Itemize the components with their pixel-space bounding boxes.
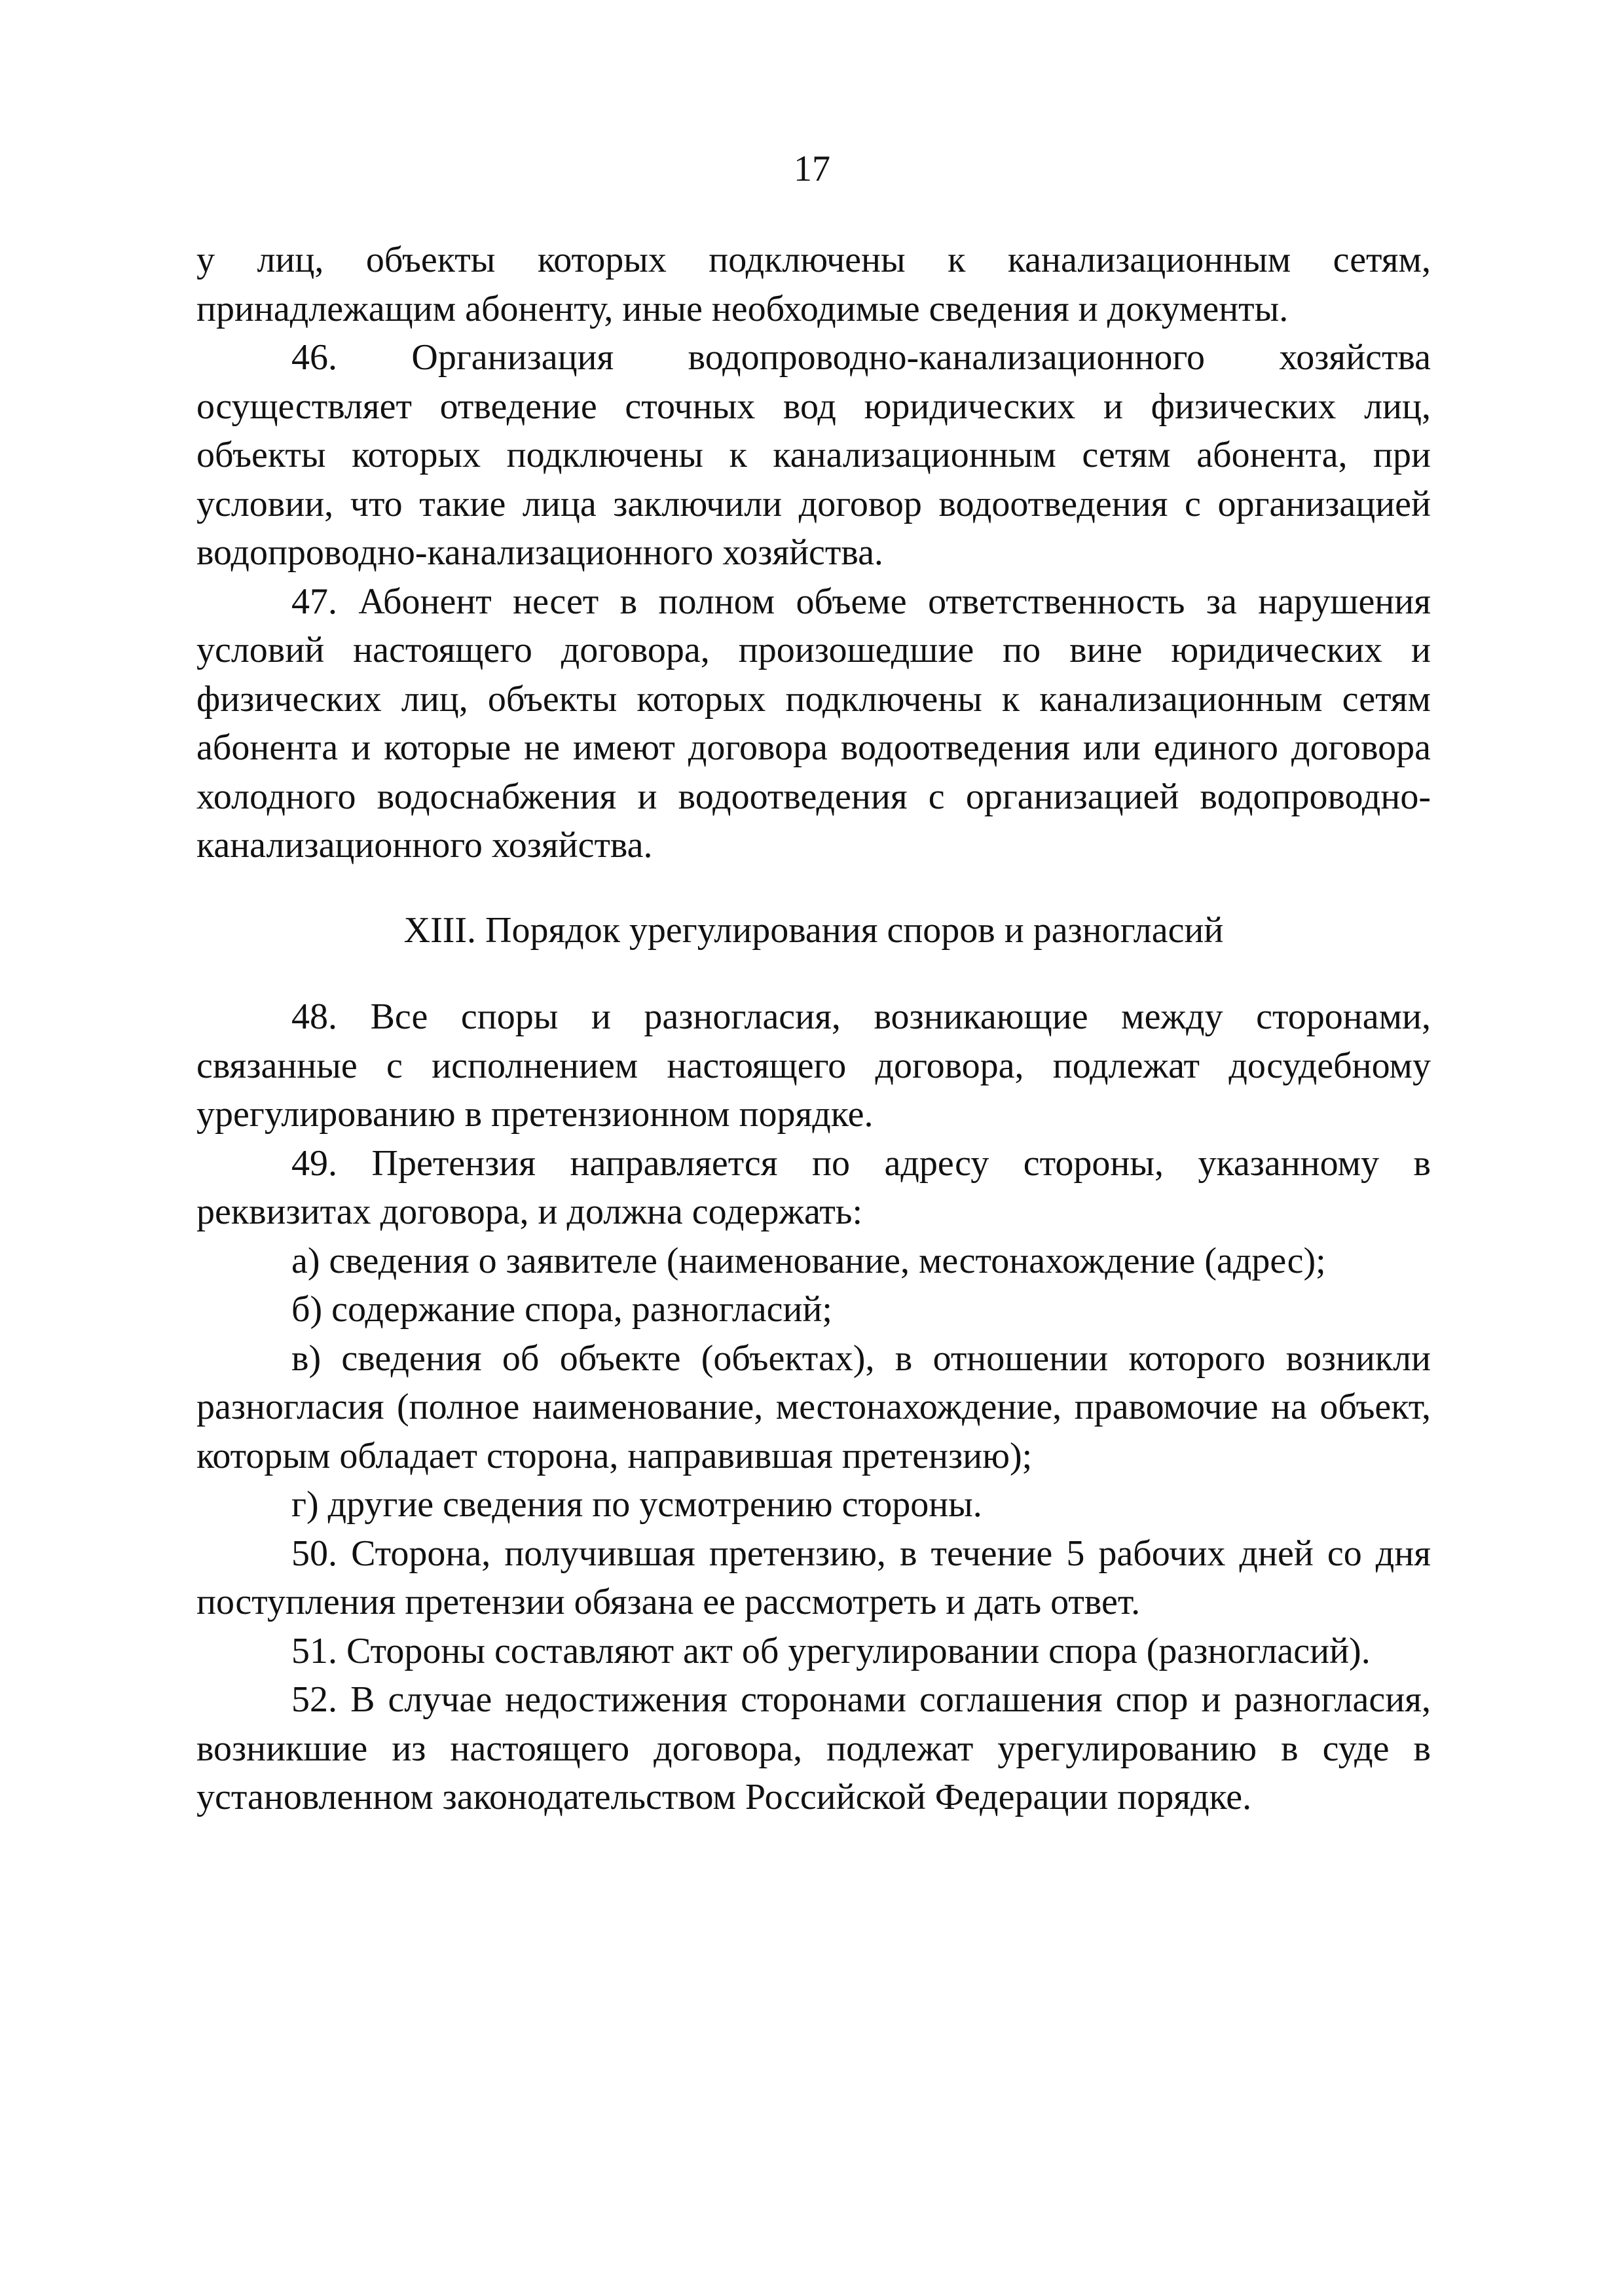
paragraph-46: 46. Организация водопроводно-канализационного хозяйства осуществляет отведение сточных вод юридических и физических лиц, объекты которых подключены к канализационным сетям абонента, при условии, что такие лица заключили договор водоотведения с организацией водопроводно-канализационного хозяйства. [196,337,1431,573]
paragraph-49: 49. Претензия направляется по адресу стороны, указанному в реквизитах договора, и должна содержать: [196,1142,1431,1232]
paragraph-52: 52. В случае недостижения сторонами соглашения спор и разногласия, возникшие из настоящего договора, подлежат урегулированию в суде в установленном законодательством Российской Федерации порядке. [196,1679,1431,1817]
document-body [196,236,1431,1822]
list-item-g: г) другие сведения по усмотрению стороны. [291,1484,982,1525]
paragraph-48: 48. Все споры и разногласия, возникающие между сторонами, связанные с исполнением настоящего договора, подлежат досудебному урегулированию в претензионном порядке. [196,996,1431,1135]
page-number: 17 [794,149,830,189]
paragraph-51: 51. Стороны составляют акт об урегулировании спора (разногласий). [291,1630,1371,1671]
list-item-b: б) содержание спора, разногласий; [291,1289,832,1330]
paragraph-47: 47. Абонент несет в полном объеме ответственность за нарушения условий настоящего договора, произошедшие по вине юридических и физических лиц, объекты которых подключены к канализационным сетям абонента и которые не имеют договора водоотведения или единого договора холодного водоснабжения и водоотведения с организацией водопроводно-канализационного хозяйства. [196,581,1431,866]
paragraph-continuation: у лиц, объекты которых подключены к канализационным сетям, принадлежащим абоненту, иные необходимые сведения и документы. [196,240,1431,329]
list-item-v: в) сведения об объекте (объектах), в отношении которого возникли разногласия (полное наименование, местонахождение, правомочие на объект, которым обладает сторона, направившая претензию); [196,1338,1431,1476]
paragraph-50: 50. Сторона, получившая претензию, в течение 5 рабочих дней со дня поступления претензии обязана ее рассмотреть и дать ответ. [196,1533,1431,1622]
section-heading: XIII. Порядок урегулирования споров и разногласий [403,909,1224,951]
spacer [196,955,1431,993]
list-item-a: а) сведения о заявителе (наименование, местонахождение (адрес); [291,1240,1326,1281]
spacer [196,870,1431,906]
